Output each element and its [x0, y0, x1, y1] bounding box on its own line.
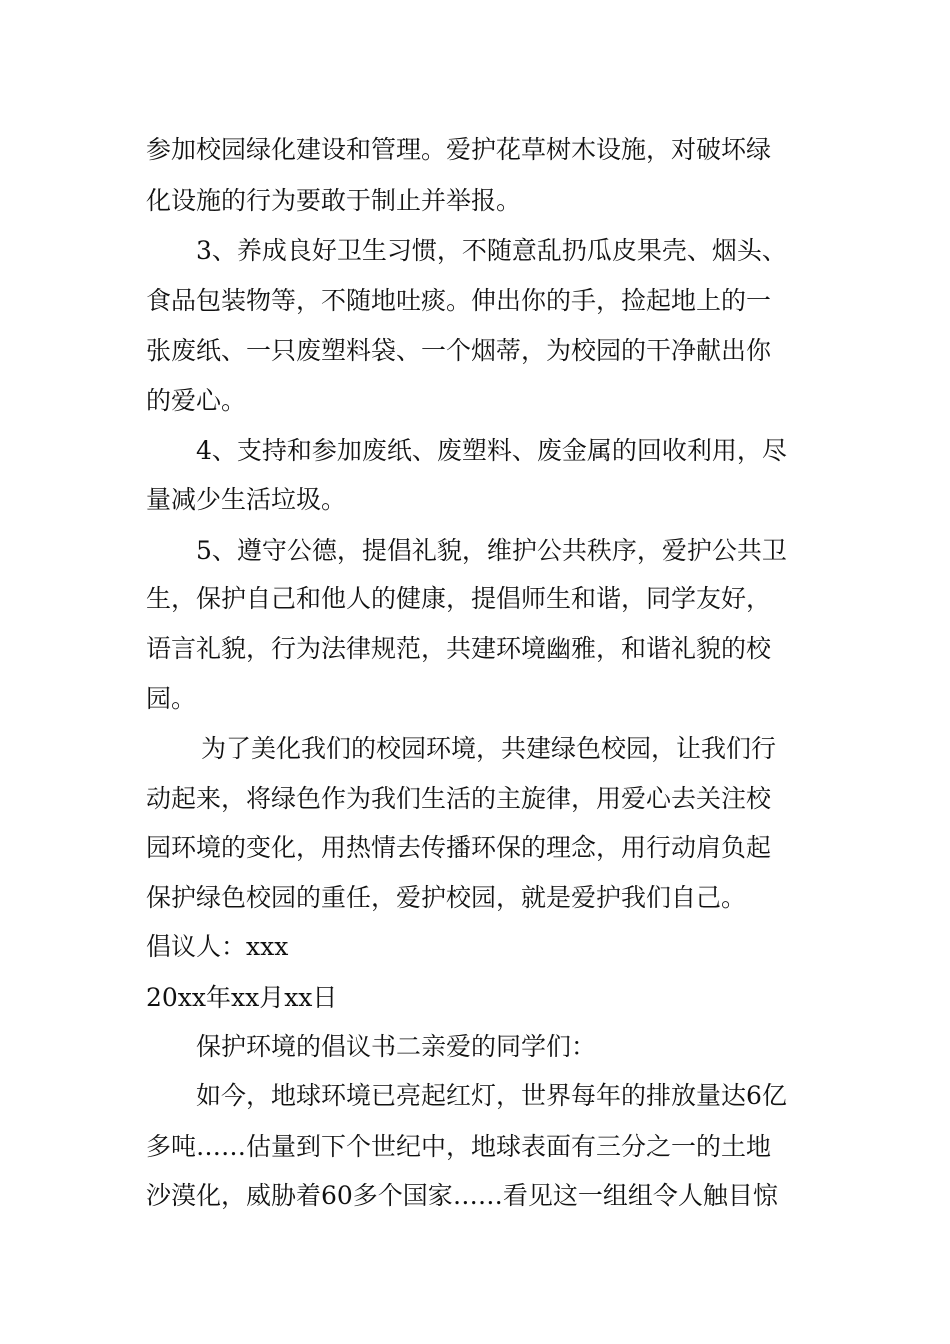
text-line: 如今，地球环境已亮起红灯，世界每年的排放量达6亿	[196, 1081, 787, 1110]
text-line: 倡议人：xxx	[146, 932, 289, 961]
text-line: 保护环境的倡议书二亲爱的同学们：	[196, 1032, 597, 1061]
text-line: 为了美化我们的校园环境，共建绿色校园，让我们行	[201, 734, 777, 763]
text-line: 张废纸、一只废塑料袋、一个烟蒂，为校园的干净献出你	[146, 336, 772, 365]
text-line: 动起来，将绿色作为我们生活的主旋律，用爱心去关注校	[146, 784, 772, 813]
text-line: 园环境的变化，用热情去传播环保的理念，用行动肩负起	[146, 833, 772, 862]
text-line: 语言礼貌，行为法律规范，共建环境幽雅，和谐礼貌的校	[146, 634, 772, 663]
text-line: 保护绿色校园的重任，爱护校园，就是爱护我们自己。	[146, 883, 747, 912]
text-line: 化设施的行为要敢于制止并举报。	[146, 186, 522, 215]
text-line: 量减少生活垃圾。	[146, 485, 347, 514]
text-line: 食品包装物等，不随地吐痰。伸出你的手，捡起地上的一	[146, 286, 772, 315]
text-line: 生，保护自己和他人的健康，提倡师生和谐，同学友好，	[146, 584, 772, 613]
text-line: 4、支持和参加废纸、废塑料、废金属的回收利用，尽	[196, 436, 787, 465]
text-line: 多吨……估量到下个世纪中，地球表面有三分之一的土地	[146, 1132, 772, 1161]
text-line: 的爱心。	[146, 386, 247, 415]
text-line: 沙漠化，威胁着60多个国家……看见这一组组令人触目惊	[146, 1181, 778, 1210]
text-line: 参加校园绿化建设和管理。爱护花草树木设施，对破坏绿	[146, 135, 772, 164]
text-line: 20xx年xx月xx日	[146, 983, 338, 1012]
text-line: 3、养成良好卫生习惯，不随意乱扔瓜皮果壳、烟头、	[196, 236, 787, 265]
text-line: 5、遵守公德，提倡礼貌，维护公共秩序，爱护公共卫	[196, 536, 787, 565]
text-line: 园。	[146, 684, 197, 713]
